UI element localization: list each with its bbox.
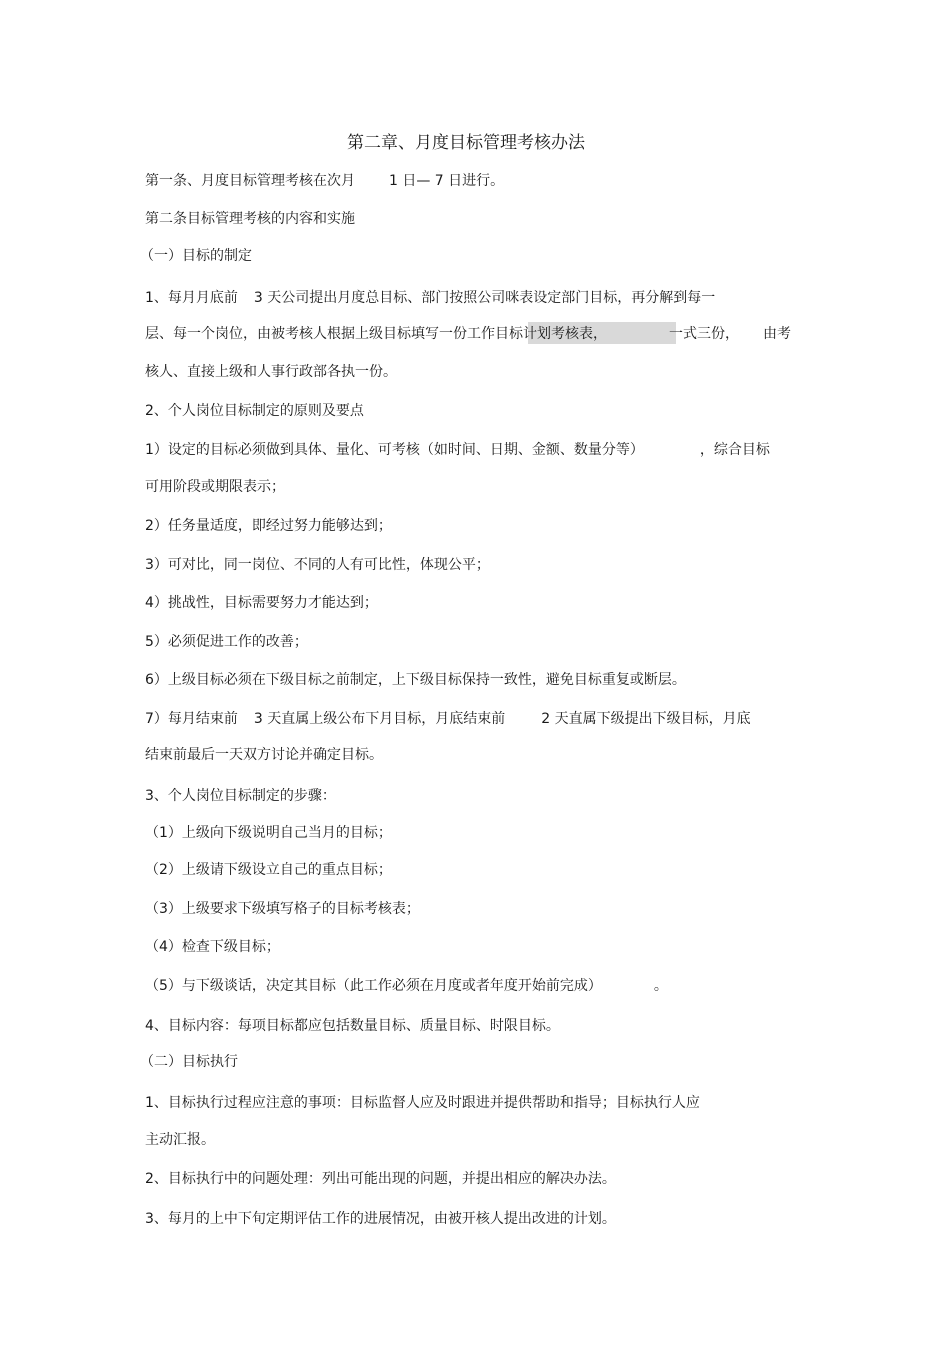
line-text: 3 天直属上级公布下月目标，月底结束前: [253, 711, 506, 727]
paragraph-line: [145, 671, 686, 689]
paragraph-line: [145, 746, 383, 764]
paragraph-line: [145, 594, 378, 612]
line-text: 由考: [763, 326, 791, 342]
line-text: （2）上级请下级设立自己的重点目标；: [145, 862, 392, 878]
line-text: 2、个人岗位目标制定的原则及要点: [145, 403, 364, 419]
paragraph-line: [145, 210, 355, 228]
line-text: 4）挑战性，目标需要努力才能达到；: [145, 595, 378, 611]
line-text: 第一条、月度目标管理考核在次月: [145, 173, 355, 189]
line-text: 2）任务量适度，即经过努力能够达到；: [145, 518, 392, 534]
section-heading: [140, 247, 252, 265]
line-text: 核人、直接上级和人事行政部各执一份。: [145, 364, 397, 380]
paragraph-line: [145, 633, 308, 651]
paragraph-line: [145, 325, 791, 343]
line-text: （3）上级要求下级填写格子的目标考核表；: [145, 901, 420, 917]
section-heading: [140, 1053, 238, 1071]
line-text: 7）每月结束前: [145, 711, 238, 727]
paragraph-line: [145, 1131, 215, 1149]
paragraph-line: [145, 1170, 616, 1188]
paragraph-line: [145, 710, 751, 728]
line-text: 1、每月月底前: [145, 290, 238, 306]
paragraph-line: [145, 363, 397, 381]
line-text: （5）与下级谈话，决定其目标（此工作必须在月度或者年度开始前完成）: [145, 978, 602, 994]
line-text: 4、目标内容：每项目标都应包括数量目标、质量目标、时限目标。: [145, 1018, 560, 1034]
line-text: 5）必须促进工作的改善；: [145, 634, 308, 650]
list-item: [145, 977, 668, 995]
line-text: 1）设定的目标必须做到具体、量化、可考核（如时间、日期、金额、数量分等）: [145, 442, 644, 458]
line-text: 6）上级目标必须在下级目标之前制定，上下级目标保持一致性，避免目标重复或断层。: [145, 672, 686, 688]
line-text: 3、个人岗位目标制定的步骤：: [145, 788, 336, 804]
line-text: 结束前最后一天双方讨论并确定目标。: [145, 747, 383, 763]
line-text: 2、目标执行中的问题处理：列出可能出现的问题，并提出相应的解决办法。: [145, 1171, 616, 1187]
line-text: 层、每一个岗位，由被考核人根据上级目标填写一份工作目标计划考核表，: [145, 326, 607, 342]
page-title: 第二章、月度目标管理考核办法: [347, 133, 585, 153]
line-text: 可用阶段或期限表示；: [145, 479, 285, 495]
line-text: （一）目标的制定: [140, 248, 252, 264]
line-text: 3 天公司提出月度总目标、部门按照公司咪表设定部门目标，再分解到每一: [253, 290, 716, 306]
line-text: ，综合目标: [699, 442, 770, 458]
list-item: [145, 861, 392, 879]
paragraph-line: [145, 787, 336, 805]
line-text: 1、目标执行过程应注意的事项：目标监督人应及时跟进并提供帮助和指导；目标执行人应: [145, 1095, 700, 1111]
paragraph-line: [145, 1094, 700, 1112]
paragraph-line: [145, 441, 770, 459]
list-item: [145, 938, 280, 956]
line-text: 第二条目标管理考核的内容和实施: [145, 211, 355, 227]
list-item: [145, 900, 420, 918]
line-text: 1 日— 7 日进行。: [389, 173, 505, 189]
line-text: 主动汇报。: [145, 1132, 215, 1148]
paragraph-line: [145, 1210, 616, 1228]
paragraph-line: [145, 172, 504, 190]
line-text: （1）上级向下级说明自己当月的目标；: [145, 825, 392, 841]
line-text: （二）目标执行: [140, 1054, 238, 1070]
paragraph-line: [145, 556, 490, 574]
line-text: 2 天直属下级提出下级目标，月底: [541, 711, 751, 727]
paragraph-line: [145, 517, 392, 535]
line-text: 一式三份，: [669, 326, 739, 342]
line-text: （4）检查下级目标；: [145, 939, 280, 955]
paragraph-line: [145, 402, 364, 420]
paragraph-line: [145, 1017, 560, 1035]
line-text: 3）可对比，同一岗位、不同的人有可比性，体现公平；: [145, 557, 490, 573]
line-text: 。: [653, 978, 668, 994]
paragraph-line: [145, 289, 715, 307]
line-text: 3、每月的上中下旬定期评估工作的进展情况，由被开核人提出改进的计划。: [145, 1211, 616, 1227]
paragraph-line: [145, 478, 285, 496]
list-item: [145, 824, 392, 842]
